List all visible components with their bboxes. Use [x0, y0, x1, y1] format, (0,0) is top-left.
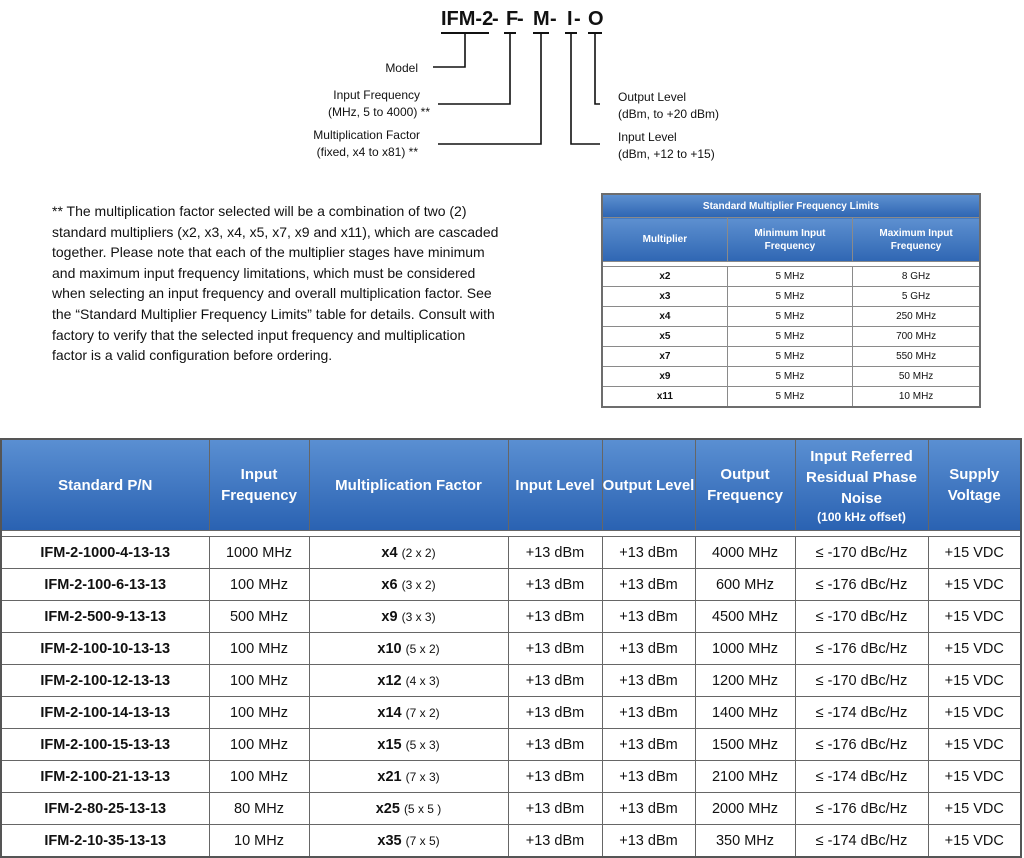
multiplier-limits-table	[601, 193, 981, 408]
cell-input-level: +13 dBm	[508, 569, 602, 601]
cell-output-level: +13 dBm	[602, 537, 695, 569]
cell-input-frequency: 10 MHz	[209, 825, 309, 858]
cell-multiplication-factor	[309, 793, 508, 825]
multiplication-factor-detail: (7 x 5)	[405, 833, 440, 848]
cell-output-frequency: 2000 MHz	[695, 793, 795, 825]
multiplication-factor-value: x14	[377, 704, 402, 721]
cell-input-frequency: 100 MHz	[209, 569, 309, 601]
limits-row	[602, 287, 980, 307]
limits-cell-multiplier: x4	[602, 307, 727, 327]
limits-cell-min: 5 MHz	[727, 267, 852, 287]
table-row	[1, 601, 1021, 633]
multiplication-factor-detail: (5 x 2)	[405, 641, 440, 656]
cell-multiplication-factor	[309, 665, 508, 697]
cell-supply-voltage: +15 VDC	[928, 601, 1021, 633]
cell-supply-voltage: +15 VDC	[928, 793, 1021, 825]
multiplication-factor-detail: (5 x 5 )	[403, 801, 442, 816]
cell-input-level: +13 dBm	[508, 665, 602, 697]
multiplication-factor-detail: (7 x 3)	[405, 769, 440, 784]
cell-phase-noise: ≤ -176 dBc/Hz	[795, 633, 928, 665]
cell-phase-noise: ≤ -170 dBc/Hz	[795, 665, 928, 697]
limits-row	[602, 387, 980, 408]
cell-output-frequency: 4000 MHz	[695, 537, 795, 569]
cell-output-level: +13 dBm	[602, 569, 695, 601]
limits-header-max: Maximum Input Frequency	[853, 218, 980, 262]
limits-cell-multiplier: x5	[602, 327, 727, 347]
table-row	[1, 537, 1021, 569]
cell-multiplication-factor	[309, 729, 508, 761]
cell-input-frequency: 1000 MHz	[209, 537, 309, 569]
part-number-frequency: F	[506, 8, 519, 30]
cell-supply-voltage: +15 VDC	[928, 633, 1021, 665]
cell-standard-pn: IFM-2-100-21-13-13	[1, 761, 209, 793]
table-row	[1, 825, 1021, 858]
cell-input-frequency: 100 MHz	[209, 665, 309, 697]
cell-output-frequency: 350 MHz	[695, 825, 795, 858]
cell-output-frequency: 1400 MHz	[695, 697, 795, 729]
limits-row	[602, 347, 980, 367]
limits-cell-multiplier: x9	[602, 367, 727, 387]
label-multiplication-factor-range: (fixed, x4 to x81) **	[316, 145, 418, 159]
cell-multiplication-factor	[309, 601, 508, 633]
cell-input-level: +13 dBm	[508, 825, 602, 858]
header-input-frequency: Input Frequency	[209, 439, 309, 531]
cell-standard-pn: IFM-2-80-25-13-13	[1, 793, 209, 825]
header-standard-pn: Standard P/N	[1, 439, 209, 531]
cell-multiplication-factor	[309, 761, 508, 793]
cell-output-frequency: 2100 MHz	[695, 761, 795, 793]
limits-cell-max: 8 GHz	[853, 267, 980, 287]
cell-standard-pn: IFM-2-100-12-13-13	[1, 665, 209, 697]
cell-output-level: +13 dBm	[602, 633, 695, 665]
limits-cell-max: 5 GHz	[853, 287, 980, 307]
cell-multiplication-factor	[309, 697, 508, 729]
cell-output-frequency: 1200 MHz	[695, 665, 795, 697]
multiplication-factor-detail: (2 x 2)	[401, 545, 436, 560]
multiplication-factor-detail: (7 x 2)	[405, 705, 440, 720]
label-multiplication-factor: Multiplication Factor	[313, 128, 420, 142]
cell-phase-noise: ≤ -174 dBc/Hz	[795, 697, 928, 729]
cell-input-level: +13 dBm	[508, 729, 602, 761]
header-phase-noise-offset: (100 kHz offset)	[817, 509, 906, 524]
cell-input-frequency: 100 MHz	[209, 761, 309, 793]
limits-cell-min: 5 MHz	[727, 327, 852, 347]
cell-supply-voltage: +15 VDC	[928, 665, 1021, 697]
cell-input-level: +13 dBm	[508, 793, 602, 825]
cell-standard-pn: IFM-2-100-10-13-13	[1, 633, 209, 665]
label-output-level-range: (dBm, to +20 dBm)	[618, 107, 720, 121]
header-output-level: Output Level	[602, 439, 695, 531]
limits-cell-multiplier: x3	[602, 287, 727, 307]
cell-output-level: +13 dBm	[602, 793, 695, 825]
part-number-output-level: O	[588, 8, 604, 30]
limits-cell-min: 5 MHz	[727, 387, 852, 408]
cell-phase-noise: ≤ -174 dBc/Hz	[795, 761, 928, 793]
cell-output-frequency: 600 MHz	[695, 569, 795, 601]
cell-supply-voltage: +15 VDC	[928, 697, 1021, 729]
limits-cell-max: 550 MHz	[853, 347, 980, 367]
cell-multiplication-factor	[309, 569, 508, 601]
cell-phase-noise: ≤ -174 dBc/Hz	[795, 825, 928, 858]
cell-standard-pn: IFM-2-10-35-13-13	[1, 825, 209, 858]
limits-cell-min: 5 MHz	[727, 287, 852, 307]
table-row	[1, 761, 1021, 793]
cell-phase-noise: ≤ -176 dBc/Hz	[795, 793, 928, 825]
cell-input-level: +13 dBm	[508, 601, 602, 633]
header-multiplication-factor: Multiplication Factor	[309, 439, 508, 531]
limits-cell-multiplier: x11	[602, 387, 727, 408]
limits-cell-max: 700 MHz	[853, 327, 980, 347]
limits-cell-multiplier: x7	[602, 347, 727, 367]
label-input-level: Input Level	[618, 130, 677, 144]
table-row	[1, 697, 1021, 729]
label-input-level-range: (dBm, +12 to +15)	[618, 147, 715, 161]
cell-input-frequency: 80 MHz	[209, 793, 309, 825]
cell-standard-pn: IFM-2-100-15-13-13	[1, 729, 209, 761]
cell-input-level: +13 dBm	[508, 537, 602, 569]
multiplication-factor-detail: (3 x 3)	[401, 609, 436, 624]
limits-cell-multiplier: x2	[602, 267, 727, 287]
header-supply-voltage: Supply Voltage	[928, 439, 1021, 531]
cell-phase-noise: ≤ -176 dBc/Hz	[795, 729, 928, 761]
cell-standard-pn: IFM-2-100-6-13-13	[1, 569, 209, 601]
label-model: Model	[385, 61, 418, 75]
part-number-separator: -	[492, 8, 499, 30]
multiplication-factor-detail: (5 x 3)	[405, 737, 440, 752]
label-input-frequency-range: (MHz, 5 to 4000) **	[327, 105, 430, 119]
limits-header-min: Minimum Input Frequency	[727, 218, 852, 262]
cell-phase-noise: ≤ -170 dBc/Hz	[795, 537, 928, 569]
table-row	[1, 569, 1021, 601]
limits-row	[602, 367, 980, 387]
cell-output-frequency: 4500 MHz	[695, 601, 795, 633]
table-row	[1, 633, 1021, 665]
table-row	[1, 729, 1021, 761]
table-row	[1, 665, 1021, 697]
diagram-leader-lines	[433, 33, 600, 144]
cell-output-level: +13 dBm	[602, 761, 695, 793]
part-number-separator: -	[574, 8, 581, 30]
multiplication-factor-value: x21	[377, 768, 402, 785]
cell-output-level: +13 dBm	[602, 601, 695, 633]
header-phase-noise-label: Input Referred Residual Phase Noise	[806, 447, 917, 507]
header-output-frequency: Output Frequency	[695, 439, 795, 531]
cell-phase-noise: ≤ -176 dBc/Hz	[795, 569, 928, 601]
cell-input-level: +13 dBm	[508, 697, 602, 729]
cell-output-level: +13 dBm	[602, 825, 695, 858]
multiplication-factor-value: x12	[377, 672, 402, 689]
cell-output-level: +13 dBm	[602, 729, 695, 761]
multiplication-factor-detail: (3 x 2)	[401, 577, 436, 592]
cell-supply-voltage: +15 VDC	[928, 537, 1021, 569]
limits-row	[602, 327, 980, 347]
limits-row	[602, 267, 980, 287]
limits-cell-min: 5 MHz	[727, 307, 852, 327]
cell-standard-pn: IFM-2-1000-4-13-13	[1, 537, 209, 569]
cell-input-frequency: 100 MHz	[209, 729, 309, 761]
cell-multiplication-factor	[309, 633, 508, 665]
cell-output-level: +13 dBm	[602, 665, 695, 697]
limits-cell-min: 5 MHz	[727, 367, 852, 387]
multiplication-factor-value: x35	[377, 832, 402, 849]
cell-output-frequency: 1000 MHz	[695, 633, 795, 665]
multiplication-factor-value: x10	[377, 640, 402, 657]
cell-input-frequency: 500 MHz	[209, 601, 309, 633]
part-number-separator: -	[517, 8, 524, 30]
cell-supply-voltage: +15 VDC	[928, 825, 1021, 858]
cell-supply-voltage: +15 VDC	[928, 569, 1021, 601]
part-number-input-level: I	[567, 8, 573, 30]
part-number-diagram	[0, 0, 1024, 180]
cell-input-level: +13 dBm	[508, 761, 602, 793]
part-number-separator: -	[550, 8, 557, 30]
cell-multiplication-factor	[309, 537, 508, 569]
cell-supply-voltage: +15 VDC	[928, 761, 1021, 793]
cell-input-frequency: 100 MHz	[209, 633, 309, 665]
part-number-multiplier: M	[533, 8, 550, 30]
multiplication-factor-note: ** The multiplication factor selected will be a combination of two (2) standard multipliers (x2, x3, x4, x5, x7, x9 and x11), which are cascaded together. Please note that each of the multiplier stages have minimum and maximum input frequency limitations, which must be considered when selecting an input frequency and overall multiplication factor. See the “Standard Multiplier Frequency Limits” table for details. Consult with factory to verify that the selected input frequency and multiplication factor is a valid configuration before ordering.	[52, 203, 499, 364]
cell-output-level: +13 dBm	[602, 697, 695, 729]
multiplication-factor-value: x15	[377, 736, 402, 753]
multiplication-factor-value: x6	[381, 576, 398, 593]
header-phase-noise	[795, 439, 928, 531]
cell-multiplication-factor	[309, 825, 508, 858]
cell-output-frequency: 1500 MHz	[695, 729, 795, 761]
limits-cell-min: 5 MHz	[727, 347, 852, 367]
table-row	[1, 793, 1021, 825]
cell-standard-pn: IFM-2-100-14-13-13	[1, 697, 209, 729]
limits-header-multiplier: Multiplier	[602, 218, 727, 262]
multiplication-factor-value: x4	[381, 544, 398, 561]
limits-cell-max: 50 MHz	[853, 367, 980, 387]
limits-table-title: Standard Multiplier Frequency Limits	[602, 194, 980, 218]
cell-standard-pn: IFM-2-500-9-13-13	[1, 601, 209, 633]
cell-input-frequency: 100 MHz	[209, 697, 309, 729]
limits-cell-max: 10 MHz	[853, 387, 980, 408]
label-input-frequency: Input Frequency	[333, 88, 420, 102]
limits-row	[602, 307, 980, 327]
multiplication-factor-value: x9	[381, 608, 398, 625]
multiplication-factor-value: x25	[375, 800, 400, 817]
cell-phase-noise: ≤ -170 dBc/Hz	[795, 601, 928, 633]
product-table	[0, 438, 1022, 858]
cell-input-level: +13 dBm	[508, 633, 602, 665]
multiplication-factor-detail: (4 x 3)	[405, 673, 440, 688]
header-input-level: Input Level	[508, 439, 602, 531]
label-output-level: Output Level	[618, 90, 687, 104]
cell-supply-voltage: +15 VDC	[928, 729, 1021, 761]
part-number-model: IFM-2	[441, 8, 494, 30]
limits-cell-max: 250 MHz	[853, 307, 980, 327]
